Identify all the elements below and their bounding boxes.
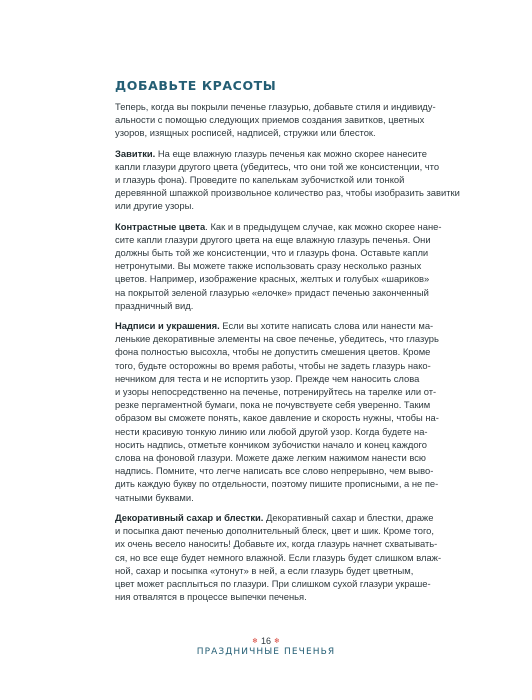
text-line: резке пергаментной бумаги, пока не почувствуете себя уверенно. Таким bbox=[115, 399, 431, 411]
lettering-paragraph bbox=[115, 319, 439, 504]
intro-paragraph bbox=[115, 100, 436, 140]
text-line: ся, но все еще будет немного влажной. Если глазурь будет слишком влаж- bbox=[115, 551, 442, 563]
text-line: праздничный вид. bbox=[115, 299, 194, 311]
text-line: дить каждую букву по отдельности, поэтому пишите прописными, а не пе- bbox=[115, 478, 439, 490]
text-line: цвет может расплыться по глазури. При слишком сухой глазури украше- bbox=[115, 577, 431, 589]
book-title: ПРАЗДНИЧНЫЕ ПЕЧЕНЬЯ bbox=[196, 647, 336, 657]
text-line: и узоры непосредственно на печенье, потренируйтесь на тарелке или от- bbox=[115, 386, 437, 398]
text-line: сите капли глазури другого цвета на еще влажную глазурь печенья. Они bbox=[115, 233, 431, 245]
contrast-colors-paragraph bbox=[115, 220, 442, 312]
text-line: слова на фоновой глазури. Можете даже легким нажимом нанести всю bbox=[115, 452, 426, 464]
term-rest: На еще влажную глазурь печенья как можно скорее нанесите bbox=[155, 147, 427, 159]
text-line bbox=[115, 511, 434, 524]
text-line: надпись. Помните, что легче написать все слово непрерывно, чем выво- bbox=[115, 465, 434, 477]
term-rest: Декоративный сахар и блестки, драже bbox=[263, 511, 434, 523]
text-line: цветов. Например, изображение красных, желтых и голубых «шариков» bbox=[115, 273, 430, 285]
text-line: их очень весело наносить! Добавьте их, когда глазурь начнет схватывать- bbox=[115, 538, 438, 550]
text-line: чатными буквами. bbox=[115, 491, 194, 503]
text-line: и глазурь фона). Проведите по капелькам зубочисткой или тонкой bbox=[115, 174, 405, 186]
body-text bbox=[115, 100, 460, 610]
term-rest: Если вы хотите написать слова или нанести ма- bbox=[219, 320, 434, 332]
text-line: нести красивую тонкую линию или любой другой узор. Когда будете на- bbox=[115, 425, 428, 437]
text-line: нетронутыми. Вы можете также использовать сразу несколько разных bbox=[115, 260, 422, 272]
text-line bbox=[115, 147, 427, 160]
term-lettering: Надписи и украшения. bbox=[115, 320, 220, 332]
text-line: фона полностью высохла, чтобы не допустить смешения цветов. Кроме bbox=[115, 346, 431, 358]
swirls-paragraph bbox=[115, 147, 460, 213]
term-sugar-sparkles: Декоративный сахар и блестки. bbox=[115, 511, 264, 523]
section-heading: ДОБАВЬТЕ КРАСОТЫ bbox=[115, 78, 277, 93]
text-line: деревянной шпажкой произвольное количество раз, чтобы изобразить завитки bbox=[115, 187, 460, 199]
text-line: узоров, изящных росписей, надписей, стружки или блесток. bbox=[115, 127, 376, 139]
page-number: 16 bbox=[260, 636, 271, 646]
term-contrast-colors: Контрастные цвета bbox=[115, 220, 206, 232]
term-rest: . Как и в предыдущем случае, как можно скорее нане- bbox=[205, 220, 442, 232]
snowflake-icon: ❄ bbox=[252, 637, 258, 645]
text-line: должны быть той же консистенции, что и глазурь фона. Оставьте капли bbox=[115, 247, 429, 259]
term-swirls: Завитки. bbox=[115, 147, 156, 159]
snowflake-icon: ❄ bbox=[274, 637, 280, 645]
text-line: на покрытой зеленой глазурью «елочке» придаст печенью законченный bbox=[115, 286, 429, 298]
text-line: и посыпка дают печенью дополнительный блеск, цвет и шик. Кроме того, bbox=[115, 525, 434, 537]
text-line: капли глазури другого цвета (убедитесь, что они той же консистенции, что bbox=[115, 160, 440, 172]
text-line: ленькие декоративные элементы на свое печенье, убедитесь, что глазурь bbox=[115, 333, 439, 345]
text-line bbox=[115, 319, 434, 332]
text-line: носить надпись, отметьте кончиком зубочистки начало и конец каждого bbox=[115, 438, 427, 450]
text-line: нечником для теста и не испортить узор. Прежде чем наносить слова bbox=[115, 372, 420, 384]
text-line: или другие узоры. bbox=[115, 200, 194, 212]
sugar-sparkles-paragraph bbox=[115, 511, 442, 603]
text-line bbox=[115, 220, 442, 233]
text-line: ния отвалятся в процессе выпечки печенья. bbox=[115, 591, 307, 603]
text-line: Теперь, когда вы покрыли печенье глазурью, добавьте стиля и индивиду- bbox=[115, 101, 436, 112]
page-number-row bbox=[0, 636, 532, 646]
text-line: альности с помощью следующих приемов создания завитков, цветных bbox=[115, 114, 425, 126]
text-line: образом вы сможете понять, какое давление и скорость нужны, чтобы на- bbox=[115, 412, 439, 424]
text-line: того, будьте осторожны во время работы, чтобы не задеть глазурь нако- bbox=[115, 359, 431, 371]
page-footer bbox=[0, 636, 532, 657]
text-line: ной, сахар и посыпка «утонут» в ней, а если глазурь будет цветным, bbox=[115, 564, 414, 576]
